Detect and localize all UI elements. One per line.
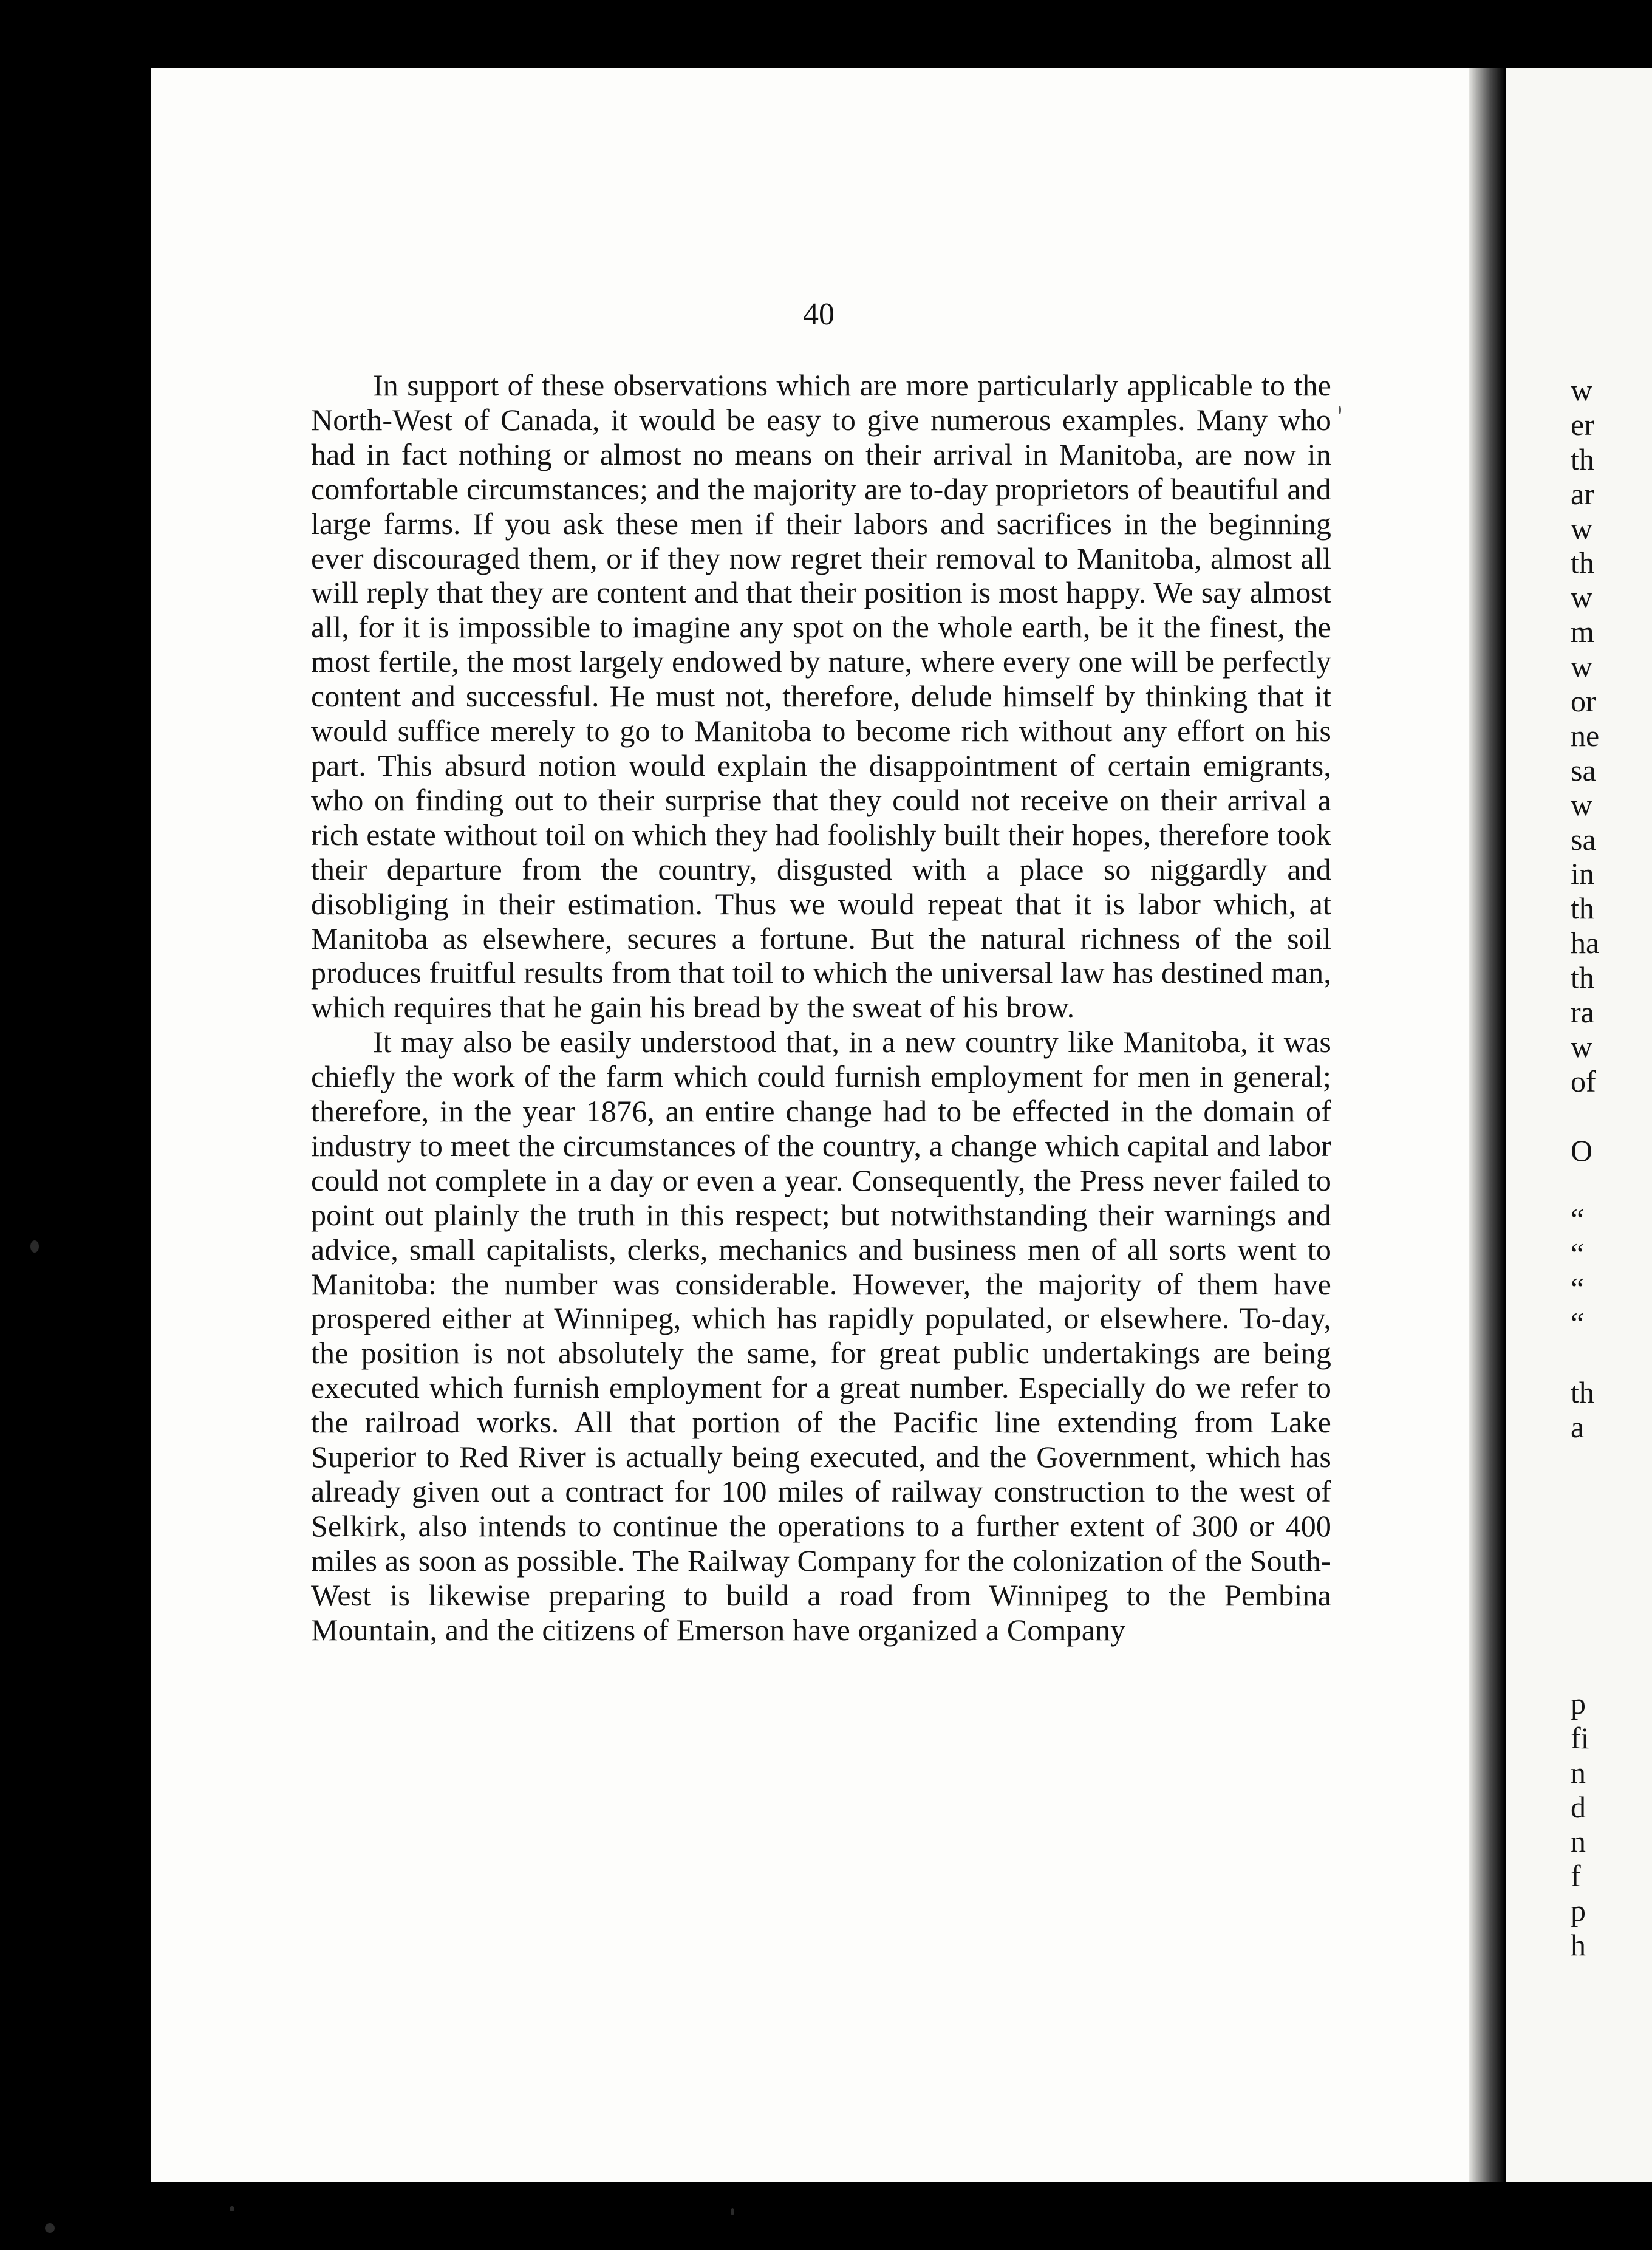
spacer	[1571, 1099, 1652, 1134]
fragment: p	[1571, 1686, 1586, 1720]
spacer	[1571, 1479, 1652, 1514]
fragment: n	[1571, 1824, 1586, 1859]
spacer	[1571, 1617, 1652, 1652]
book-gutter	[1469, 68, 1505, 2182]
fragment: w	[1571, 787, 1593, 822]
fragment: O	[1571, 1133, 1593, 1168]
fragment: d	[1571, 1790, 1586, 1824]
fragment: th	[1571, 1375, 1594, 1409]
fragment: fi	[1571, 1720, 1589, 1755]
page-number: 40	[803, 297, 835, 332]
fragment: sa	[1571, 822, 1596, 857]
fragment: in	[1571, 857, 1594, 891]
paragraph-1: In support of these observations which are more particularly applicable to the North-West of Canada, it would be easy to give numerous examples. Many who had in fact nothing or almost no means on their arrival in Manitoba, are now in comfortable circumstances; and the majority are to-day proprietors of beautiful and large farms. If you ask these men if their labors and sacrifices in the beginning ever discouraged them, or if they now regret their removal to Manitoba, almost all will reply that they are content and that their position is most happy. We say almost all, for it is impossible to imagine any spot on the whole earth, be it the finest, the most fertile, the most largely endowed by nature, where every one will be perfectly content and successful. He must not, therefore, delude himself by thinking that it would suffice merely to go to Manitoba to become rich without any effort on his part. This absurd notion would explain the disappointment of certain emigrants, who on finding out to their surprise that they could not receive on their arrival a rich estate without toil on which they had foolishly built their hopes, therefore took their departure from the country, disgusted with a place so niggardly and disobliging in their estimation. Thus we would repeat that it is labor which, at Manitoba as elsewhere, secures a fortune. But the natural richness of the soil produces fruitful results from that toil to which the universal law has destined man, which requires that he gain his bread by the sweat of his brow.	[311, 368, 1331, 1025]
fragment: th	[1571, 545, 1594, 580]
fragment: ra	[1571, 995, 1594, 1030]
fragment: th	[1571, 891, 1594, 926]
fragment: f	[1571, 1859, 1581, 1893]
fragment: or	[1571, 684, 1596, 719]
fragment: sa	[1571, 753, 1596, 787]
fragment: w	[1571, 580, 1593, 615]
fragment: p	[1571, 1893, 1586, 1928]
spacer	[1571, 1341, 1652, 1375]
scan-speck	[45, 2223, 55, 2233]
fragment: th	[1571, 442, 1594, 476]
fragment: ha	[1571, 926, 1600, 960]
fragment: “	[1571, 1271, 1585, 1306]
fragment: a	[1571, 1409, 1585, 1444]
fragment: h	[1571, 1928, 1586, 1963]
body-text	[311, 368, 1331, 1647]
fragment: n	[1571, 1755, 1586, 1790]
spacer	[1571, 1652, 1652, 1686]
fragment: ar	[1571, 476, 1594, 511]
facing-page-text-fragments	[1571, 373, 1652, 1963]
fragment: “	[1571, 1237, 1585, 1271]
fragment: w	[1571, 1029, 1593, 1064]
fragment: th	[1571, 960, 1594, 995]
scan-speck	[30, 1240, 39, 1253]
spacer	[1571, 1582, 1652, 1617]
fragment: of	[1571, 1064, 1596, 1098]
spacer	[1571, 1548, 1652, 1582]
fragment: m	[1571, 615, 1594, 649]
paragraph-2: It may also be easily understood that, in a new country like Manitoba, it was chiefly the work of the farm which could furnish employment for men in general; therefore, in the year 1876, an entire change had to be effected in the domain of industry to meet the circumstances of the country, a change which capital and labor could not complete in a day or even a year. Consequently, the Press never failed to point out plainly the truth in this respect; but notwithstanding their warnings and advice, small capitalists, clerks, mechanics and business men of all sorts went to Manitoba: the number was considerable. However, the majority of them have prospered either at Winnipeg, which has rapidly populated, or elsewhere. To-day, the position is not absolutely the same, for great public undertakings are being executed which furnish employment for a great number. Especially do we refer to the railroad works. All that portion of the Pacific line extending from Lake Superior to Red River is actually being executed, and the Government, which has already given out a contract for 100 miles of railway construction to the west of Selkirk, also intends to continue the operations to a further extent of 300 or 400 miles as soon as possible. The Railway Company for the colonization of the South-West is likewise preparing to build a road from Winnipeg to the Pembina Mountain, and the citizens of Emerson have organized a Company	[311, 1025, 1331, 1647]
fragment: w	[1571, 373, 1593, 407]
scan-speck	[731, 2208, 734, 2215]
spacer	[1571, 1445, 1652, 1479]
fragment: er	[1571, 407, 1594, 442]
fragment: w	[1571, 511, 1593, 545]
fragment: ne	[1571, 718, 1600, 753]
fragment: w	[1571, 649, 1593, 684]
scan-speck	[230, 2206, 234, 2211]
spacer	[1571, 1168, 1652, 1202]
fragment: “	[1571, 1306, 1585, 1341]
fragment: “	[1571, 1202, 1585, 1237]
spacer	[1571, 1513, 1652, 1548]
scan-speck	[1339, 406, 1341, 414]
